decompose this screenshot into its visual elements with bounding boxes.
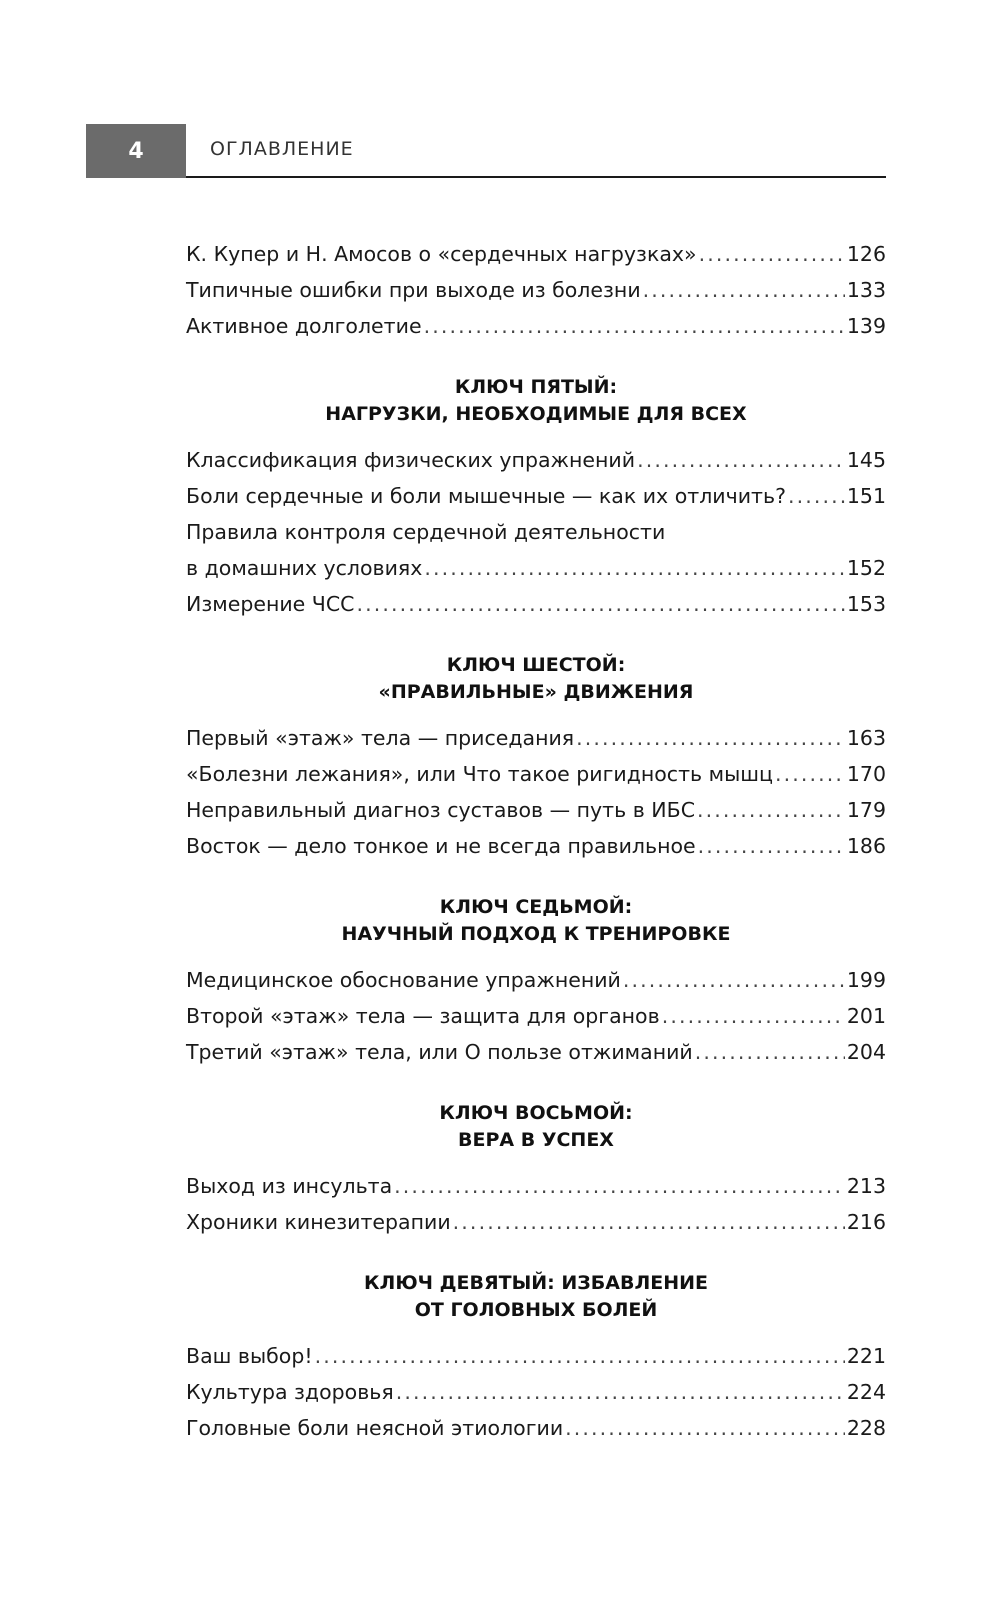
- toc-entry-page: 145: [846, 448, 886, 472]
- toc-entry-title: Восток — дело тонкое и не всегда правильное: [186, 834, 696, 858]
- toc-entry[interactable]: [186, 308, 886, 344]
- toc-entry-title: Второй «этаж» тела — защита для органов: [186, 1004, 660, 1028]
- leader-dots: [775, 756, 845, 792]
- page-header: [86, 124, 886, 178]
- toc-entry[interactable]: [186, 236, 886, 272]
- toc-entry-title-line1: Правила контроля сердечной деятельности: [186, 520, 666, 544]
- leader-dots: [695, 1034, 845, 1070]
- toc-entry-title: Боли сердечные и боли мышечные — как их отличить?: [186, 484, 786, 508]
- leader-dots: [698, 828, 845, 864]
- toc-entry[interactable]: [186, 586, 886, 622]
- toc-entry-title: Неправильный диагноз суставов — путь в ИБС: [186, 798, 696, 822]
- section-heading: КЛЮЧ ШЕСТОЙ: «ПРАВИЛЬНЫЕ» ДВИЖЕНИЯ: [378, 654, 694, 703]
- toc-entry-title: «Болезни лежания», или Что такое ригидность мышц: [186, 762, 773, 786]
- running-title: ОГЛАВЛЕНИЕ: [210, 138, 354, 160]
- section-heading: КЛЮЧ СЕДЬМОЙ: НАУЧНЫЙ ПОДХОД К ТРЕНИРОВКЕ: [341, 896, 731, 945]
- leader-dots: [662, 998, 845, 1034]
- toc-entry[interactable]: [186, 962, 886, 998]
- toc-entry-page: 216: [846, 1210, 886, 1234]
- toc-entry[interactable]: [186, 756, 886, 792]
- leader-dots: [424, 550, 844, 586]
- toc-entry-page: 204: [846, 1040, 886, 1064]
- toc-entry-page: 201: [846, 1004, 886, 1028]
- header-rule: [186, 176, 886, 178]
- toc-entry-page: 186: [846, 834, 886, 858]
- toc-entry[interactable]: [186, 1204, 886, 1240]
- toc-entry[interactable]: [186, 828, 886, 864]
- toc-entry-page: 139: [846, 314, 886, 338]
- toc-entry-page: 163: [846, 726, 886, 750]
- toc-entry[interactable]: [186, 1034, 886, 1070]
- leader-dots: [565, 1410, 845, 1446]
- page-number: 4: [86, 124, 186, 178]
- leader-dots: [453, 1204, 845, 1240]
- toc-entry-page: 228: [846, 1416, 886, 1440]
- toc-entry-title: Культура здоровья: [186, 1380, 394, 1404]
- toc-entry-page: 199: [846, 968, 886, 992]
- toc-entry-page: 153: [846, 592, 886, 616]
- leader-dots: [394, 1168, 845, 1204]
- section-heading: КЛЮЧ ВОСЬМОЙ: ВЕРА В УСПЕХ: [439, 1102, 633, 1151]
- section-9: [186, 1270, 886, 1446]
- toc-entry[interactable]: [186, 1374, 886, 1410]
- toc-entry[interactable]: [186, 1168, 886, 1204]
- leader-dots: [643, 272, 845, 308]
- toc-entry-page: 133: [846, 278, 886, 302]
- toc-entry[interactable]: [186, 1410, 886, 1446]
- toc-entry-title: Головные боли неясной этиологии: [186, 1416, 564, 1440]
- toc-entry-title: Ваш выбор!: [186, 1344, 313, 1368]
- leader-dots: [699, 236, 845, 272]
- toc-entry-title: Выход из инсульта: [186, 1174, 393, 1198]
- toc-entry[interactable]: [186, 720, 886, 756]
- toc-entry-title: Третий «этаж» тела, или О пользе отжиманий: [186, 1040, 693, 1064]
- leader-dots: [396, 1374, 845, 1410]
- toc-entry[interactable]: [186, 1338, 886, 1374]
- toc-entry-title: Хроники кинезитерапии: [186, 1210, 451, 1234]
- toc-entry-title: Типичные ошибки при выходе из болезни: [186, 278, 641, 302]
- toc-entry-title: К. Купер и Н. Амосов о «сердечных нагрузках»: [186, 242, 697, 266]
- toc-entry-page: 224: [846, 1380, 886, 1404]
- leader-dots: [697, 792, 845, 828]
- toc-entry-page: 170: [846, 762, 886, 786]
- toc-entry-title: Измерение ЧСС: [186, 592, 355, 616]
- toc-entry[interactable]: [186, 478, 886, 514]
- section-heading: КЛЮЧ ПЯТЫЙ: НАГРУЗКИ, НЕОБХОДИМЫЕ ДЛЯ ВСЕХ: [325, 376, 747, 425]
- leader-dots: [424, 308, 845, 344]
- toc-entry-title: Классификация физических упражнений: [186, 448, 636, 472]
- section-7: [186, 894, 886, 1070]
- toc-entry-title: Медицинское обоснование упражнений: [186, 968, 621, 992]
- toc-entry-page: 221: [846, 1344, 886, 1368]
- leader-dots: [576, 720, 845, 756]
- section-6: [186, 652, 886, 864]
- toc-entry[interactable]: [186, 792, 886, 828]
- section-heading: КЛЮЧ ДЕВЯТЫЙ: ИЗБАВЛЕНИЕ ОТ ГОЛОВНЫХ БОЛЕЙ: [364, 1272, 708, 1321]
- leader-dots: [788, 478, 845, 514]
- leader-dots: [315, 1338, 845, 1374]
- toc-entry-page: 213: [846, 1174, 886, 1198]
- toc-entry-title: Первый «этаж» тела — приседания: [186, 726, 575, 750]
- toc-entry[interactable]: [186, 514, 886, 586]
- table-of-contents: [186, 236, 886, 1446]
- toc-entry[interactable]: [186, 442, 886, 478]
- toc-entry-title: Активное долголетие: [186, 314, 422, 338]
- toc-entry[interactable]: [186, 272, 886, 308]
- section-8: [186, 1100, 886, 1240]
- leader-dots: [623, 962, 845, 998]
- toc-entry[interactable]: [186, 998, 886, 1034]
- leader-dots: [637, 442, 845, 478]
- leader-dots: [356, 586, 844, 622]
- section-5: [186, 374, 886, 622]
- toc-entry-page: 151: [846, 484, 886, 508]
- toc-entry-page: 179: [846, 798, 886, 822]
- toc-entry-title: в домашних условиях: [186, 556, 423, 580]
- toc-entry-page: 152: [846, 556, 886, 580]
- toc-entry-page: 126: [846, 242, 886, 266]
